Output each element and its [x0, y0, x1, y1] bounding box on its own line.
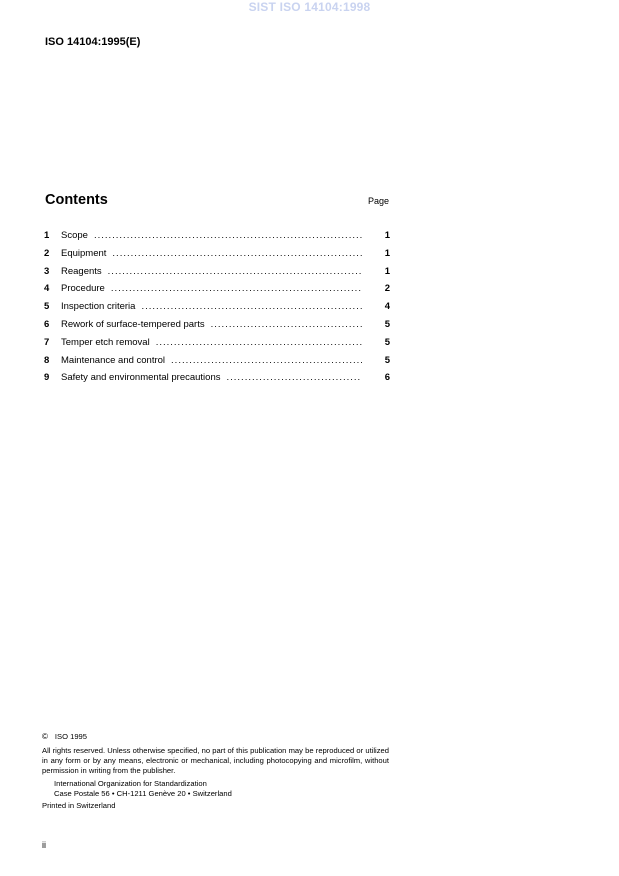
watermark: SIST ISO 14104:1998 [248, 0, 371, 14]
toc-entry-page: 5 [384, 354, 390, 366]
toc-entry-page: 1 [384, 230, 390, 241]
publisher-info [42, 779, 389, 799]
toc-entry-title: Reagents [61, 265, 102, 277]
toc-entry-page: 1 [384, 265, 390, 277]
toc-entry-title: Temper etch removal [61, 336, 150, 348]
toc-entry-number: 1 [44, 230, 50, 241]
toc-entry-number: 3 [44, 265, 50, 277]
toc-entry[interactable] [44, 248, 390, 266]
copyright-notice [42, 732, 389, 811]
toc-entry-title: Safety and environmental precautions [61, 372, 221, 384]
toc-entry-page: 5 [384, 336, 390, 348]
toc-entry-number: 9 [44, 372, 50, 384]
copyright-line [42, 732, 389, 742]
page-column-label: Page [368, 196, 390, 206]
toc-entry[interactable] [44, 319, 390, 337]
contents-heading: Contents [45, 192, 108, 208]
toc-entry-page: 2 [384, 283, 390, 295]
toc-entry[interactable] [44, 372, 390, 390]
toc-entry[interactable] [44, 266, 390, 284]
page-number: ii [42, 840, 46, 850]
toc-leader-dots [111, 283, 362, 294]
toc-entry-title: Rework of surface-tempered parts [61, 318, 205, 330]
table-of-contents [44, 230, 390, 390]
toc-entry[interactable] [44, 283, 390, 301]
printed-in: Printed in Switzerland [42, 801, 116, 810]
document-id: ISO 14104:1995(E) [45, 36, 141, 48]
toc-entry-page: 1 [384, 247, 390, 259]
toc-entry-page: 4 [384, 301, 390, 313]
toc-entry-title: Inspection criteria [61, 301, 136, 313]
toc-leader-dots [108, 266, 362, 277]
toc-leader-dots [141, 301, 362, 312]
toc-leader-dots [112, 248, 362, 259]
rights-statement: All rights reserved. Unless otherwise specified, no part of this publication may be reproduced or utilized in any form or by any means, electronic or mechanical, including photocopying and microfilm, without permission in writing from the publisher. [42, 746, 389, 775]
toc-leader-dots [171, 355, 362, 366]
copyright-year: ISO 1995 [54, 732, 87, 741]
toc-leader-dots [211, 319, 362, 330]
toc-entry-title: Procedure [61, 283, 105, 295]
toc-leader-dots [227, 372, 363, 383]
toc-entry[interactable] [44, 337, 390, 355]
toc-entry-number: 8 [44, 354, 50, 366]
publisher-address: Case Postale 56 • CH-1211 Genève 20 • Switzerland [54, 789, 232, 798]
toc-entry-title: Equipment [61, 247, 107, 259]
toc-entry-page: 6 [384, 372, 390, 384]
toc-entry-page: 5 [384, 318, 390, 330]
toc-entry[interactable] [44, 355, 390, 373]
toc-leader-dots [156, 337, 362, 348]
toc-entry-title: Scope [61, 230, 88, 241]
publisher-name: International Organization for Standardization [54, 779, 207, 788]
copyright-symbol: © [42, 732, 48, 741]
toc-entry[interactable] [44, 301, 390, 319]
toc-entry-title: Maintenance and control [61, 354, 166, 366]
toc-entry-number: 4 [44, 283, 50, 295]
toc-entry[interactable] [44, 230, 390, 248]
toc-entry-number: 7 [44, 336, 50, 348]
toc-entry-number: 6 [44, 318, 50, 330]
toc-entry-number: 2 [44, 247, 50, 259]
toc-entry-number: 5 [44, 301, 50, 313]
toc-leader-dots [94, 230, 362, 241]
